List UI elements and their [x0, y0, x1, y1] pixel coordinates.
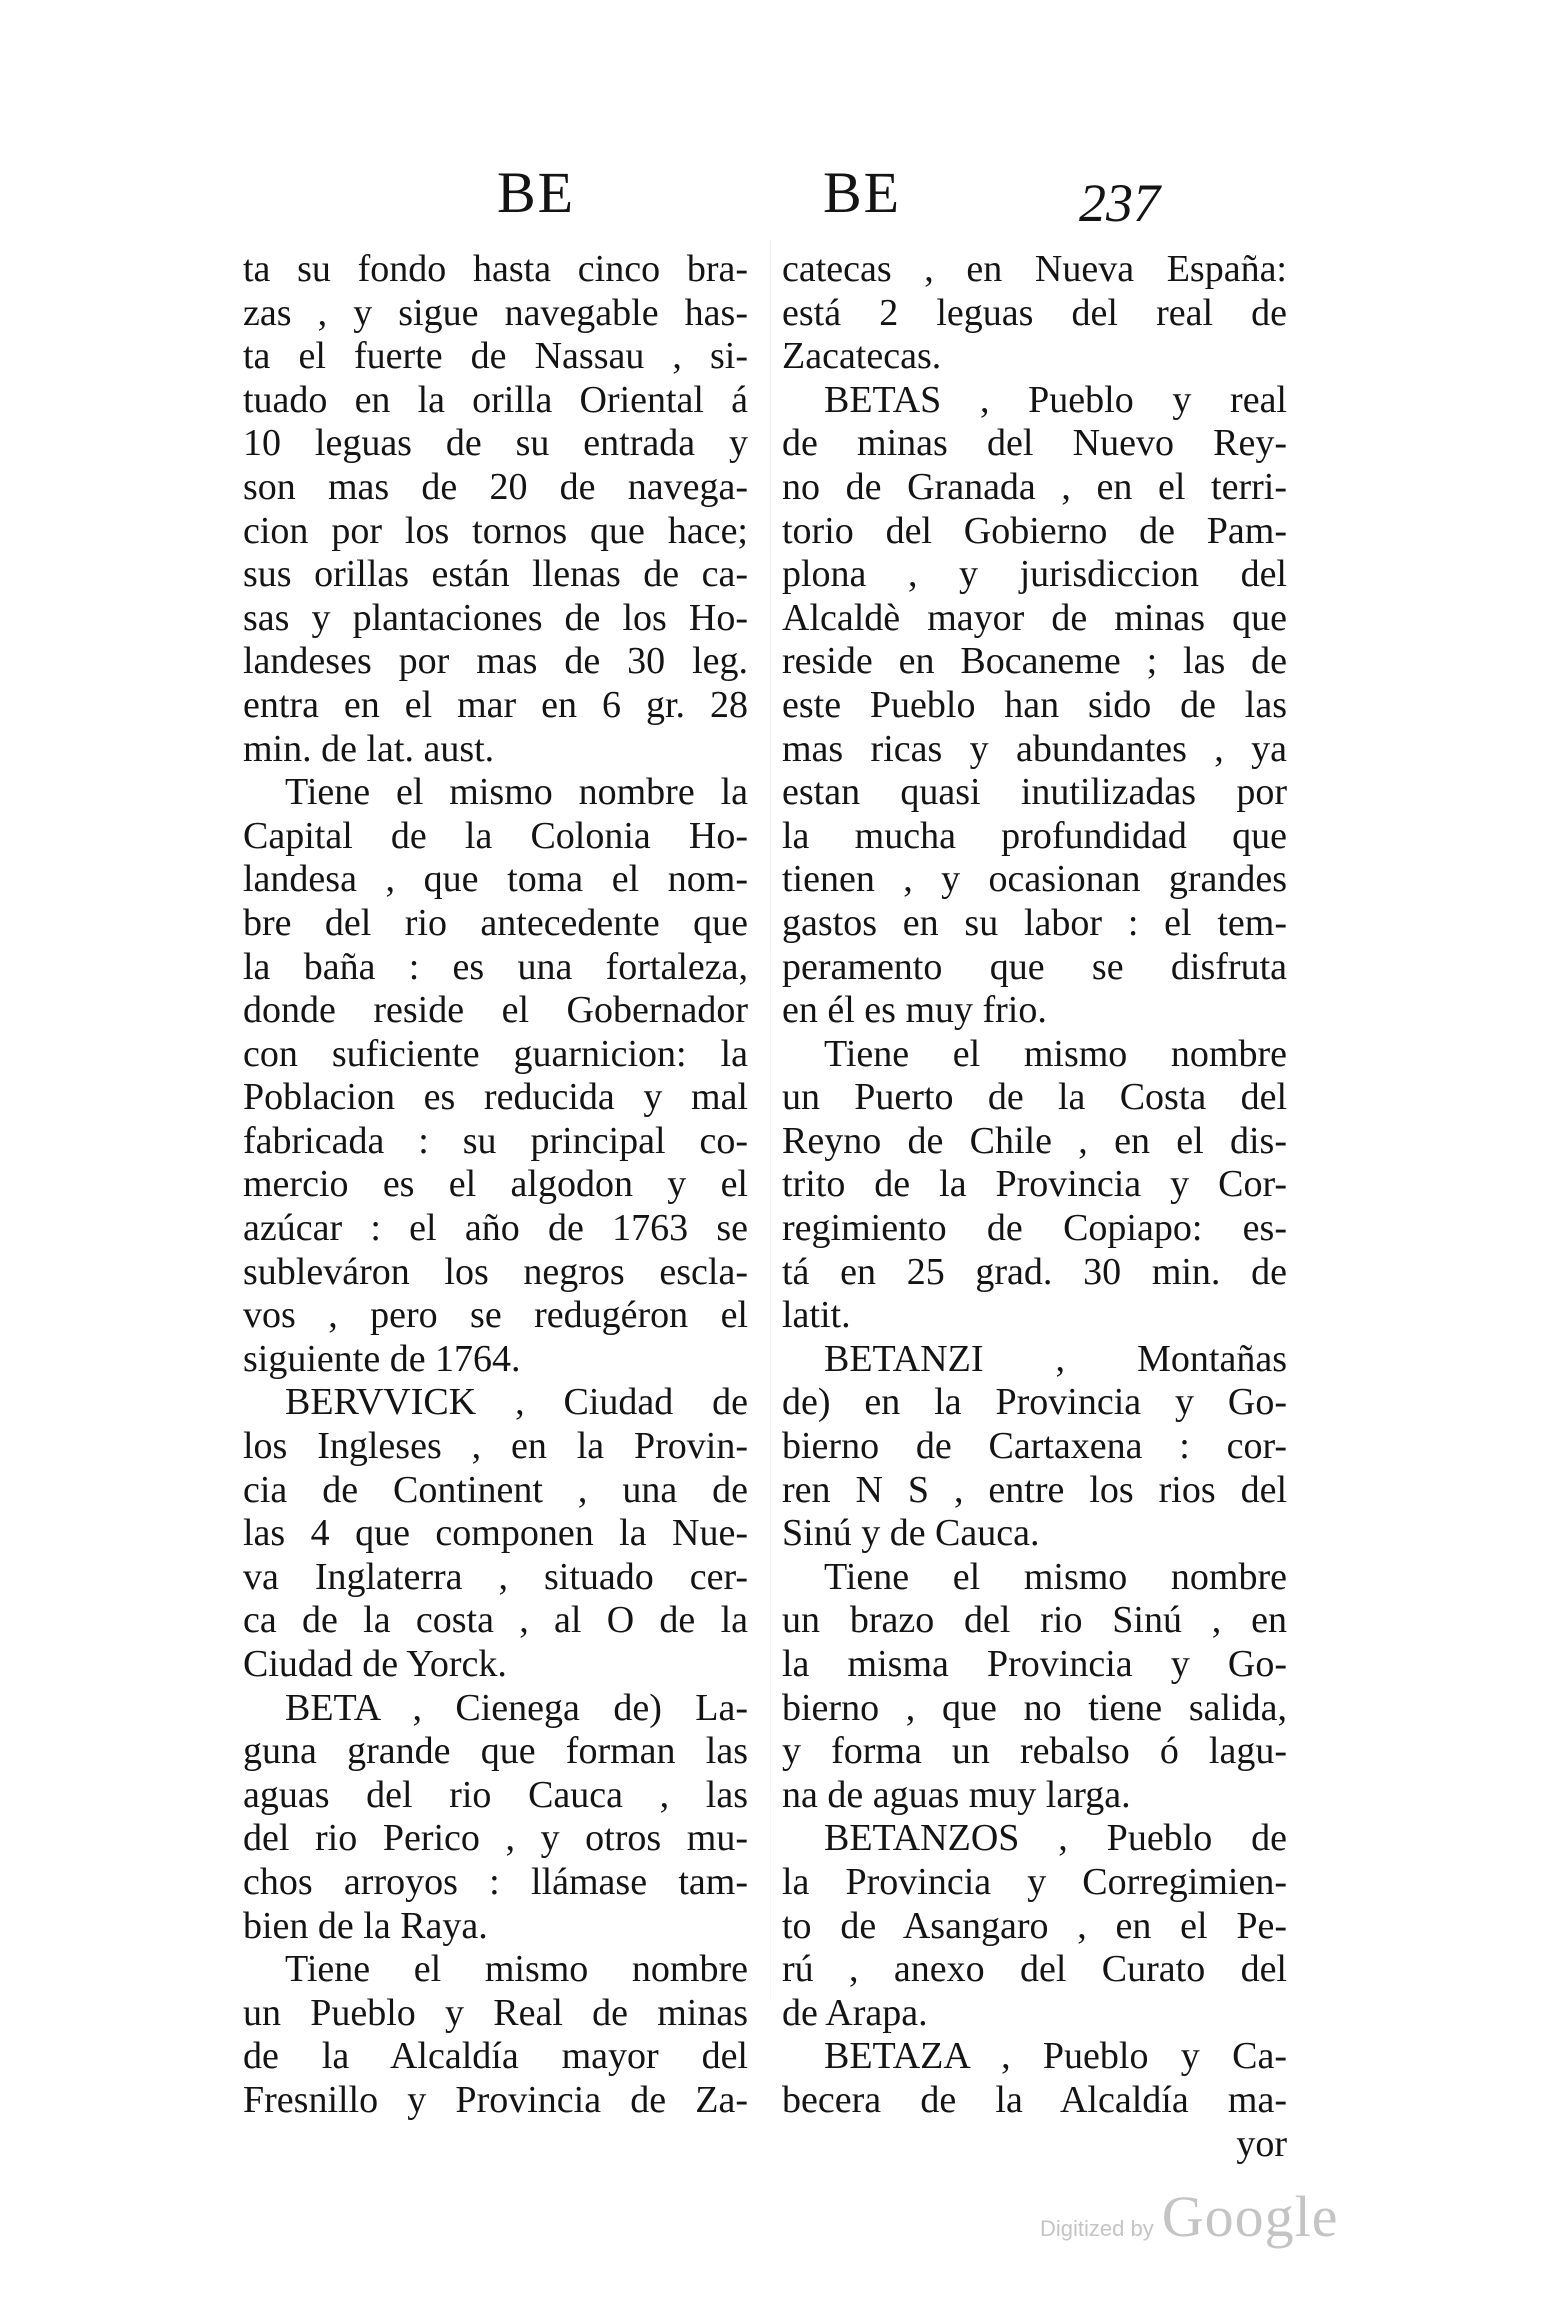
text-line: donde reside el Gobernador — [243, 989, 748, 1032]
text-line: gastos en su labor : el tem- — [782, 901, 1287, 944]
text-line: landesa , que toma el nom- — [243, 858, 748, 901]
text-line: son mas de 20 de navega- — [243, 465, 748, 508]
text-line: becera de la Alcaldía ma- — [782, 2078, 1287, 2121]
text-line: aguas del rio Cauca , las — [243, 1773, 748, 1816]
text-line: plona , y jurisdiccion del — [782, 553, 1287, 596]
text-line: no de Granada , en el terri- — [782, 465, 1287, 508]
text-line: torio del Gobierno de Pam- — [782, 509, 1287, 552]
text-line: tuado en la orilla Oriental á — [243, 378, 748, 421]
text-line: fabricada : su principal co- — [243, 1119, 748, 1162]
text-line: un Pueblo y Real de minas — [243, 1991, 748, 2034]
text-line: BETAZA , Pueblo y Ca- — [824, 2035, 1287, 2078]
text-line: landeses por mas de 30 leg. — [243, 640, 748, 683]
text-line: en él es muy frio. — [782, 989, 1047, 1032]
text-line: está 2 leguas del real de — [782, 291, 1287, 334]
text-line: cion por los tornos que hace; — [243, 509, 748, 552]
text-line: BETA , Cienega de) La- — [285, 1686, 748, 1729]
text-line: bre del rio antecedente que — [243, 901, 748, 944]
left-text-column — [243, 248, 748, 2123]
text-line: mercio es el algodon y el — [243, 1163, 748, 1206]
text-line: mas ricas y abundantes , ya — [782, 727, 1287, 770]
text-line: la baña : es una fortaleza, — [243, 945, 748, 988]
text-line: ren N S , entre los rios del — [782, 1468, 1287, 1511]
text-line: Ciudad de Yorck. — [243, 1643, 507, 1685]
text-line: Tiene el mismo nombre — [824, 1032, 1287, 1075]
text-line: latit. — [782, 1294, 851, 1337]
text-line: Alcaldè mayor de minas que — [782, 596, 1287, 639]
text-line: zas , y sigue navegable has- — [243, 291, 748, 334]
text-line: rú , anexo del Curato del — [782, 1948, 1287, 1991]
text-line: Zacatecas. — [782, 335, 942, 378]
text-line: sus orillas están llenas de ca- — [243, 553, 748, 596]
text-line: del rio Perico , y otros mu- — [243, 1817, 748, 1860]
text-line: tienen , y ocasionan grandes — [782, 858, 1287, 901]
text-line: bierno de Cartaxena : cor- — [782, 1425, 1287, 1468]
text-line: la mucha profundidad que — [782, 814, 1287, 857]
text-line: estan quasi inutilizadas por — [782, 771, 1287, 814]
text-line: BERVVICK , Ciudad de — [285, 1381, 748, 1424]
text-line: los Ingleses , en la Provin- — [243, 1425, 748, 1468]
text-line: Tiene el mismo nombre la — [285, 771, 748, 814]
text-line: Tiene el mismo nombre — [824, 1555, 1287, 1598]
text-line: ta el fuerte de Nassau , si- — [243, 335, 748, 378]
text-line: azúcar : el año de 1763 se — [243, 1207, 748, 1250]
right-running-head: BE — [823, 160, 902, 225]
text-line: este Pueblo han sido de las — [782, 683, 1287, 726]
text-line: peramento que se disfruta — [782, 945, 1287, 988]
text-line: chos arroyos : llámase tam- — [243, 1860, 748, 1903]
text-line: 10 leguas de su entrada y — [243, 422, 748, 465]
text-line: de Arapa. — [782, 1991, 928, 2034]
text-line: BETANZI , Montañas — [824, 1337, 1287, 1380]
text-line: Sinú y de Cauca. — [782, 1512, 1040, 1555]
text-line: min. de lat. aust. — [243, 727, 495, 770]
left-running-head: BE — [497, 160, 576, 225]
text-line: Fresnillo y Provincia de Za- — [243, 2078, 748, 2121]
text-line: yor — [1236, 2122, 1287, 2165]
digitized-watermark — [1040, 2183, 1338, 2250]
text-line: la misma Provincia y Go- — [782, 1643, 1287, 1685]
google-logo: Google — [1161, 2184, 1339, 2249]
text-line: las 4 que componen la Nue- — [243, 1512, 748, 1555]
text-line: Tiene el mismo nombre — [285, 1948, 748, 1991]
text-line: to de Asangaro , en el Pe- — [782, 1904, 1287, 1947]
text-line: subleváron los negros escla- — [243, 1250, 748, 1293]
text-line: Capital de la Colonia Ho- — [243, 814, 748, 857]
text-line: de minas del Nuevo Rey- — [782, 422, 1287, 465]
text-line: guna grande que forman las — [243, 1730, 748, 1773]
text-line: de) en la Provincia y Go- — [782, 1381, 1287, 1424]
text-line: vos , pero se redugéron el — [243, 1294, 748, 1337]
text-line: ta su fondo hasta cinco bra- — [243, 248, 748, 290]
page-number: 237 — [1079, 173, 1160, 233]
text-line: va Inglaterra , situado cer- — [243, 1555, 748, 1598]
text-line: na de aguas muy larga. — [782, 1773, 1131, 1816]
text-line: trito de la Provincia y Cor- — [782, 1163, 1287, 1206]
text-line: reside en Bocaneme ; las de — [782, 640, 1287, 683]
text-line: sas y plantaciones de los Ho- — [243, 596, 748, 639]
text-line: BETANZOS , Pueblo de — [824, 1817, 1287, 1860]
text-line: Poblacion es reducida y mal — [243, 1076, 748, 1119]
text-line: la Provincia y Corregimien- — [782, 1860, 1287, 1903]
text-line: cia de Continent , una de — [243, 1468, 748, 1511]
text-line: un brazo del rio Sinú , en — [782, 1599, 1287, 1642]
watermark-prefix: Digitized by — [1040, 2216, 1154, 2241]
text-line: regimiento de Copiapo: es- — [782, 1207, 1287, 1250]
text-line: ca de la costa , al O de la — [243, 1599, 748, 1642]
text-line: y forma un rebalso ó lagu- — [782, 1730, 1287, 1773]
right-text-column — [782, 248, 1287, 2166]
text-line: tá en 25 grad. 30 min. de — [782, 1250, 1287, 1293]
text-line: un Puerto de la Costa del — [782, 1076, 1287, 1119]
text-line: catecas , en Nueva España: — [782, 248, 1287, 290]
text-line: BETAS , Pueblo y real — [824, 378, 1287, 421]
column-gutter — [770, 240, 771, 2000]
text-line: Reyno de Chile , en el dis- — [782, 1119, 1287, 1162]
text-line: de la Alcaldía mayor del — [243, 2035, 748, 2078]
text-line: bien de la Raya. — [243, 1904, 488, 1947]
text-line: entra en el mar en 6 gr. 28 — [243, 683, 748, 726]
text-line: con suficiente guarnicion: la — [243, 1032, 748, 1075]
text-line: siguiente de 1764. — [243, 1337, 521, 1380]
text-line: bierno , que no tiene salida, — [782, 1686, 1287, 1729]
